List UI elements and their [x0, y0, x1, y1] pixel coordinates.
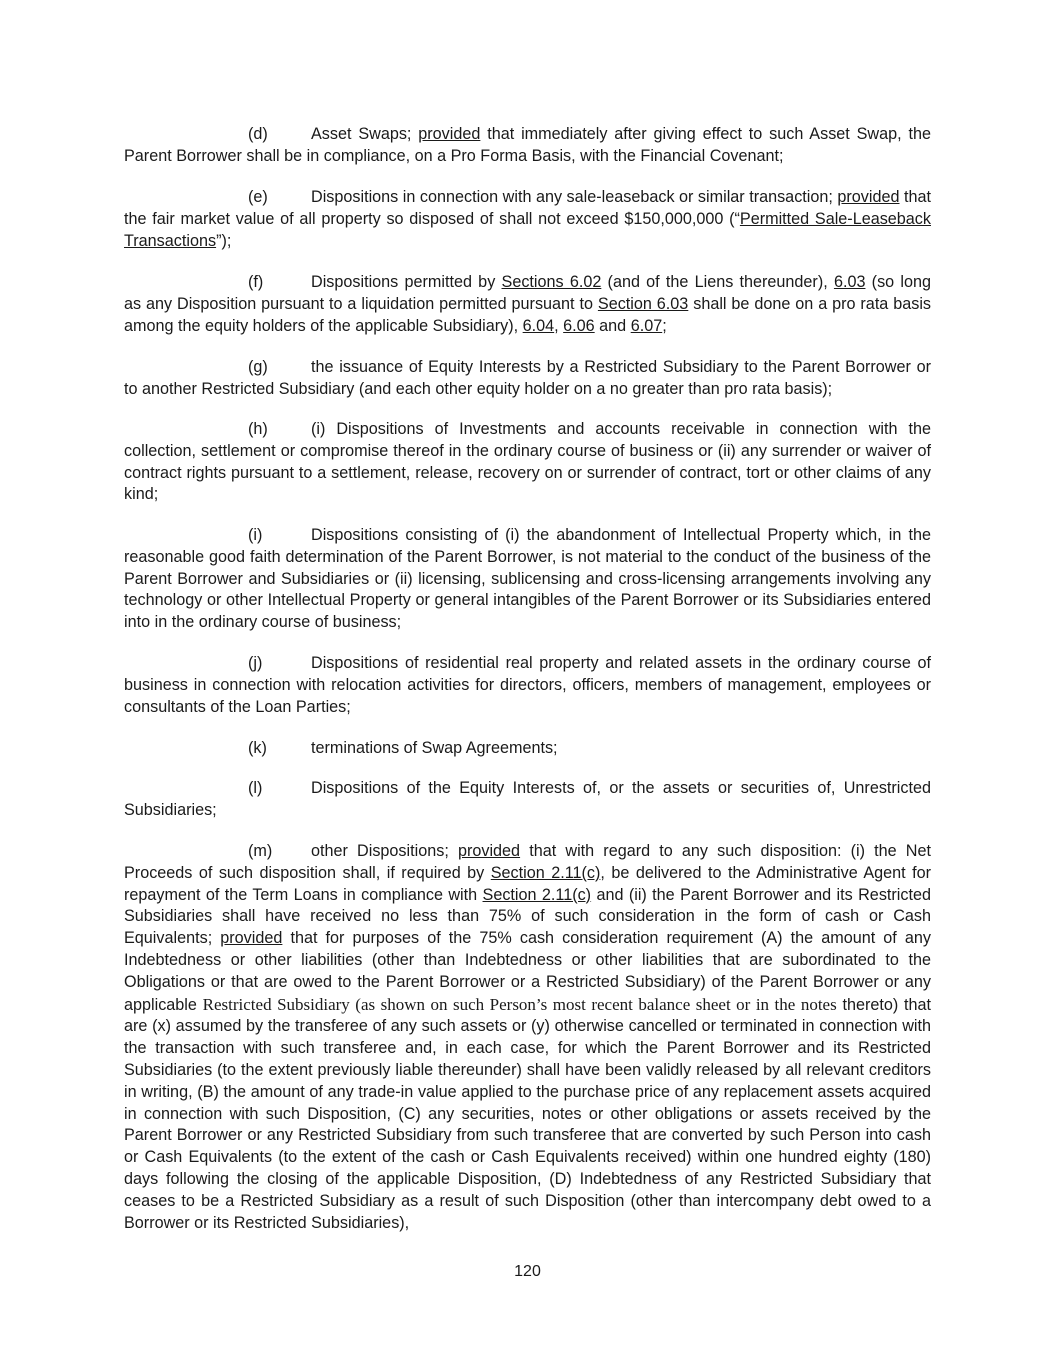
defined-term: Permitted Sale-Leaseback Transactions	[124, 209, 931, 250]
defined-term: provided	[837, 188, 900, 206]
clause-j: (j) Dispositions of residential real property and related assets in the ordinary course of business in connection with relocation activities for directors, officers, members of management, employees or consultants of the Loan Parties;	[124, 654, 931, 716]
clause-i: (i) Dispositions consisting of (i) the abandonment of Intellectual Property which, in the reasonable good faith determination of the Parent Borrower, is not material to the conduct of the business of the Parent Borrower and Subsidiaries or (ii) licensing, sublicensing and cross-licensing arrangements involving any technology or other Intellectual Property or general intangibles of the Parent Borrower or its Subsidiaries entered into in the ordinary course of business;	[124, 526, 931, 632]
clause-g: (g) the issuance of Equity Interests by a Restricted Subsidiary to the Parent Borrower or to another Restricted Subsidiary (and each other equity holder on a no greater than pro rata basis);	[124, 358, 931, 398]
serif-text-run: Restricted Subsidiary (as shown on such Person’s most recent balance sheet or in the notes	[202, 994, 837, 1014]
clause-k: (k) terminations of Swap Agreements;	[124, 738, 931, 760]
clause-label: (h)	[248, 420, 268, 438]
clause-label: (k)	[248, 739, 267, 757]
clause-label: (i)	[248, 526, 263, 544]
clause-label: (e)	[248, 188, 268, 206]
section-reference: 6.04	[522, 316, 555, 335]
section-reference: Section 6.03	[597, 294, 689, 313]
defined-term: provided	[220, 929, 283, 948]
clause-label: (m)	[248, 842, 273, 860]
section-reference: Section 2.11(c)	[490, 863, 601, 882]
page-number: 120	[514, 1263, 541, 1280]
clause-label: (l)	[248, 779, 263, 797]
section-reference: 6.06	[563, 316, 595, 335]
clause-e: (e) Dispositions in connection with any sale-leaseback or similar transaction; provided that the fair market value of all property so disposed of shall not exceed $150,000,000 (“Permitted Sale-Leaseback Transactions”);	[124, 188, 932, 250]
section-reference: Sections 6.02	[501, 273, 602, 291]
clause-label: (j)	[248, 654, 263, 672]
section-reference: 6.03	[833, 273, 866, 291]
clause-d: (d) Asset Swaps; provided that immediately after giving effect to such Asset Swap, the Parent Borrower shall be in compliance, on a Pro Forma Basis, with the Financial Covenant;	[124, 125, 931, 165]
clause-label: (d)	[248, 125, 268, 143]
section-reference: 6.07	[630, 316, 663, 335]
defined-term: provided	[457, 842, 521, 860]
clause-h: (h) (i) Dispositions of Investments and accounts receivable in connection with the collection, settlement or compromise thereof in the ordinary course of business or (ii) any surrender or waiver of contract rights pursuant to a settlement, release, recovery on or surrender of contract, tort or other claims of any kind;	[124, 420, 931, 504]
clause-f: (f) Dispositions permitted by Sections 6.02 (and of the Liens thereunder), 6.03 (so long as any Disposition pursuant to a liquidation permitted pursuant to Section 6.03 shall be done on a pro rata basis among the equity holders of the applicable Subsidiary), 6.04, 6.06 and 6.07;	[124, 273, 932, 335]
clause-m: (m) other Dispositions; provided that with regard to any such disposition: (i) the Net Proceeds of such disposition shall, if required by Section 2.11(c), be delivered to the Administrative Agent for repayment of the Term Loans in compliance with Section 2.11(c) and (ii) the Parent Borrower and its Restricted Subsidiaries shall have received no less than 75% of such consideration in the form of cash or Cash Equivalents; provided that for purposes of the 75% cash consideration requirement (A) the amount of any Indebtedness or other liabilities (other than Indebtedness or other liabilities that are subordinated to the Obligations or that are owed to the Parent Borrower or a Restricted Subsidiary) of the Parent Borrower or any applicable Restricted Subsidiary (as shown on such Person’s most recent balance sheet or in the notes thereto) that are (x) assumed by the transferee of any such assets or (y) otherwise cancelled or terminated in connection with the transaction with such transferee and, in each case, for which the Parent Borrower and its Restricted Subsidiaries (to the extent previously liable thereunder) shall have been validly released by all relevant creditors in writing, (B) the amount of any trade-in value applied to the purchase price of any replacement assets acquired in connection with such Disposition, (C) any securities, notes or other obligations or assets received by the Parent Borrower or any Restricted Subsidiary from such transferee that are converted by such Person into cash or Cash Equivalents (to the extent of the cash or Cash Equivalents received) within one hundred eighty (180) days following the closing of the applicable Disposition, (D) Indebtedness of any Restricted Subsidiary that ceases to be a Restricted Subsidiary as a result of such Disposition (other than intercompany debt owed to a Borrower or its Restricted Subsidiaries),	[124, 842, 931, 1232]
clause-label: (g)	[248, 358, 268, 376]
defined-term: provided	[418, 125, 481, 143]
clause-label: (f)	[248, 273, 264, 291]
clause-l: (l) Dispositions of the Equity Interests of, or the assets or securities of, Unrestricted Subsidiaries;	[124, 779, 931, 819]
section-reference: Section 2.11(c)	[482, 885, 592, 904]
